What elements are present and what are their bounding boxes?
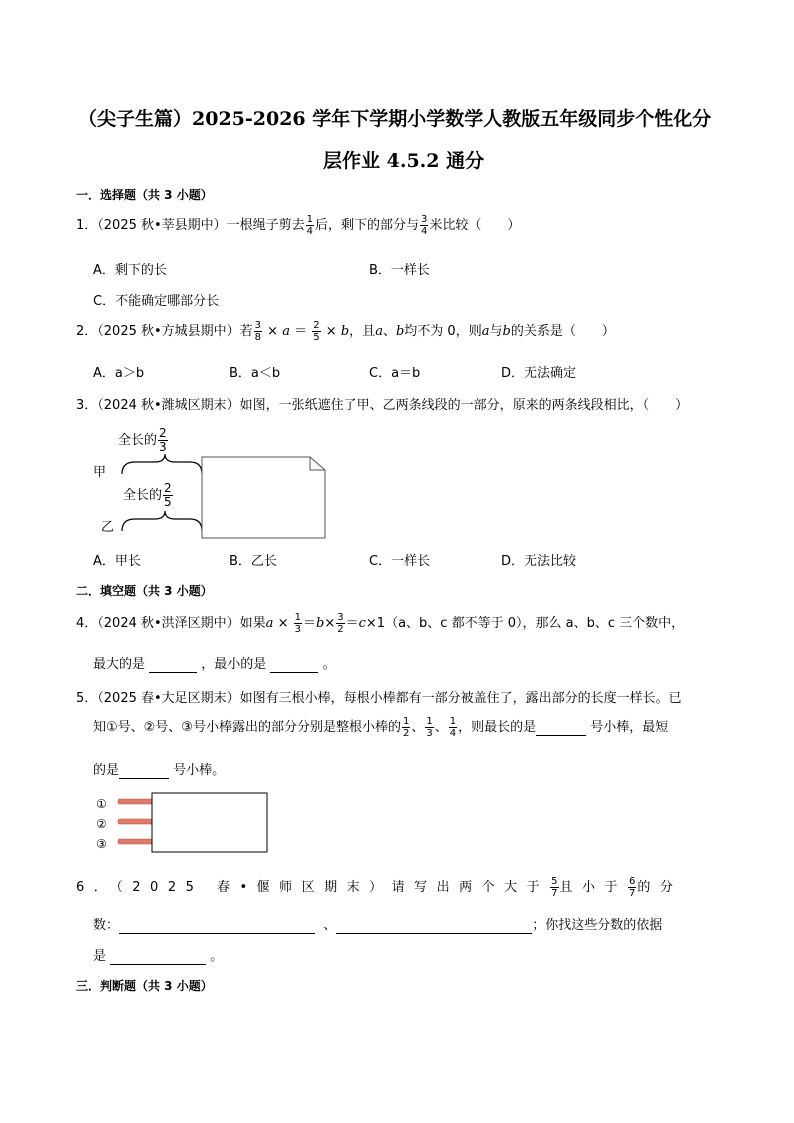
- question-2: 2．（2025 秋•方城县期中）若 $\frac{3}{8}$ × a ＝ $\frac{2}{5}$ × b，且a、b均不为 0，则a与b的关系是（ ）: [76, 320, 615, 343]
- fraction: $\frac{1}{2}$: [402, 716, 410, 739]
- stick-marker-2: ②: [96, 817, 107, 831]
- q1-option-a[interactable]: A．剩下的长: [93, 263, 167, 278]
- q2-option-d[interactable]: D．无法确定: [501, 366, 577, 381]
- fraction: $\frac{1}{3}$: [294, 612, 301, 635]
- fig-label-yi: 乙: [101, 520, 115, 535]
- fraction: $\frac{2}{3}$: [159, 426, 167, 454]
- answer-blank-shortest[interactable]: [119, 763, 169, 779]
- q2-option-a[interactable]: A．a＞b: [93, 366, 145, 381]
- cover-box: [152, 793, 267, 852]
- fig-label-jia-fraction: 全长的 $\frac{2}{3}$: [118, 426, 167, 454]
- q3-option-b[interactable]: B．乙长: [229, 554, 277, 569]
- section-choice-heading: 一．选择题（共 3 小题）: [76, 188, 213, 202]
- answer-blank-largest[interactable]: [149, 657, 197, 673]
- fraction: $\frac{1}{4}$: [449, 716, 457, 739]
- question-5-line3: 的是 号小棒。: [93, 763, 226, 778]
- answer-blank-smallest[interactable]: [270, 657, 318, 673]
- q3-option-a[interactable]: A．甲长: [93, 554, 141, 569]
- q2-option-c[interactable]: C．a＝b: [369, 366, 421, 381]
- stick-markers: [96, 794, 107, 854]
- question-5-line2: 知①号、②号、③号小棒露出的部分分别是整根小棒的 $\frac{1}{2}$ 、 $\frac{1}{3}$ 、 $\frac{1}{4}$ ，则最长的是 号小棒，最短: [93, 716, 669, 739]
- answer-blank-fraction-2[interactable]: [336, 918, 532, 934]
- question-4-line2: 最大的是 ，最小的是 。: [93, 657, 336, 672]
- fraction: $\frac{6}{7}$: [629, 876, 636, 899]
- fraction: $\frac{3}{4}$: [421, 214, 428, 237]
- fraction: $\frac{3}{8}$: [254, 320, 262, 343]
- answer-blank-reason[interactable]: [110, 949, 206, 965]
- section-fill-heading: 二．填空题（共 3 小题）: [76, 584, 213, 598]
- fraction: $\frac{2}{5}$: [313, 320, 320, 343]
- fig-label-jia: 甲: [93, 465, 107, 480]
- fraction: $\frac{3}{2}$: [337, 612, 344, 635]
- question-1: 1．（2025 秋•莘县期中）一根绳子剪去 $\frac{1}{4}$ 后，剩下的部分与 $\frac{3}{4}$ 米比较（ ）: [76, 214, 521, 237]
- brace-jia: [122, 454, 202, 474]
- q3-figure: [110, 440, 340, 545]
- q2-option-b[interactable]: B．a＜b: [229, 366, 281, 381]
- brace-yi: [122, 511, 202, 531]
- q1-option-c[interactable]: C．不能确定哪部分长: [93, 294, 220, 309]
- question-6: 6．（2025 春•偃师区期末）请写出两个大于 $\frac{5}{7}$ 且小于 $\frac{6}{7}$ 的分: [76, 876, 683, 899]
- question-6-line2: 数： 、 ；你找这些分数的依据: [93, 918, 663, 933]
- fig-label-yi-fraction: 全长的 $\frac{2}{5}$: [123, 481, 172, 509]
- question-5: 5．（2025 春•大足区期末）如图有三根小棒，每根小棒都有一部分被盖住了，露出部分的长度一样长。已: [76, 691, 682, 706]
- q5-figure: [115, 790, 275, 854]
- fraction: $\frac{2}{5}$: [164, 481, 172, 509]
- q3-option-d[interactable]: D．无法比较: [501, 554, 577, 569]
- fraction: $\frac{1}{3}$: [426, 716, 433, 739]
- question-3: 3．（2024 秋•潍城区期末）如图，一张纸遮住了甲、乙两条线段的一部分，原来的两条线段相比，（ ）: [76, 398, 689, 413]
- doc-title-line2: 层作业 4.5.2 通分: [323, 150, 485, 172]
- question-4: 4．（2024 秋•洪泽区期中）如果a × $\frac{1}{3}$ ＝b× $\frac{3}{2}$ ＝c×1（a、b、c 都不等于 0），那么 a、b、c 三个数中，: [76, 612, 685, 635]
- section-judge-heading: 三．判断题（共 3 小题）: [76, 979, 213, 993]
- q3-option-c[interactable]: C．一样长: [369, 554, 431, 569]
- fraction: $\frac{1}{4}$: [306, 214, 314, 237]
- doc-title-line1: （尖子生篇）2025-2026 学年下学期小学数学人教版五年级同步个性化分: [78, 108, 712, 130]
- question-6-line3: 是 。: [93, 949, 224, 964]
- cover-paper: [202, 457, 325, 538]
- answer-blank-fraction-1[interactable]: [119, 918, 315, 934]
- stick-marker-3: ③: [96, 837, 107, 851]
- q1-option-b[interactable]: B．一样长: [369, 263, 430, 278]
- answer-blank-longest[interactable]: [536, 720, 586, 736]
- fraction: $\frac{5}{7}$: [551, 876, 558, 899]
- stick-marker-1: ①: [96, 797, 107, 811]
